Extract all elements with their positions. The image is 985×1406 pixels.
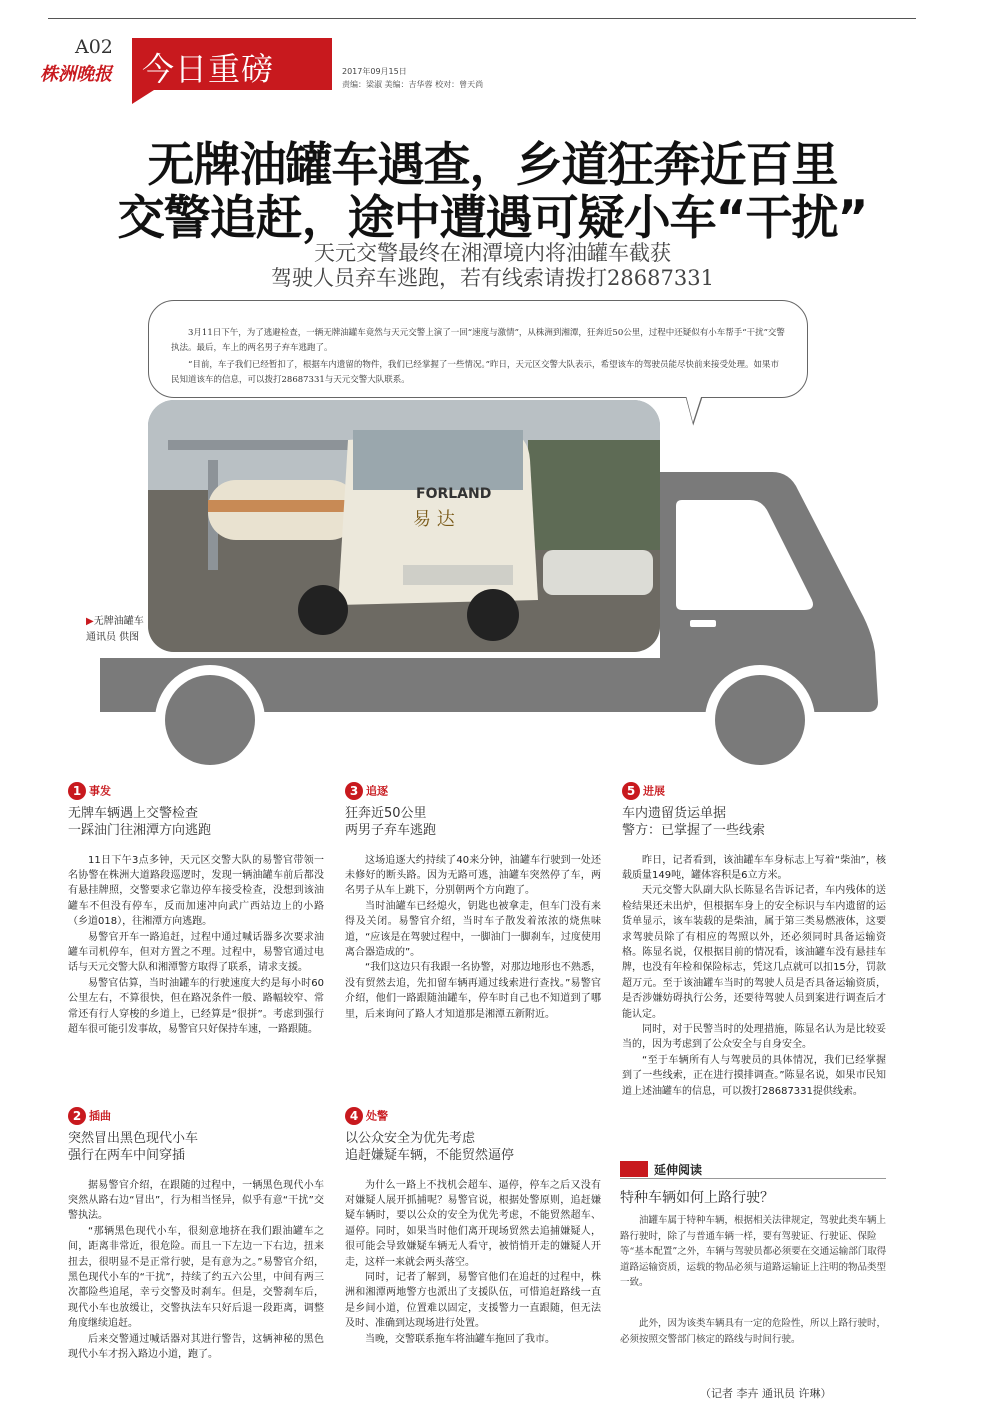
subheadline-line2: 驾驶人员弃车逃跑，若有线索请拨打28687331 [271, 266, 714, 290]
newspaper-logo: 株洲晚报 [40, 64, 112, 85]
cab-door-text: 易 达 [413, 509, 455, 530]
photo-caption-title: 无牌油罐车 [93, 616, 144, 627]
section-label: 插曲 [89, 1109, 111, 1123]
section-number: 2 [68, 1107, 86, 1125]
section-number: 3 [345, 782, 363, 800]
article-section-5 [622, 780, 886, 1099]
section-number: 1 [68, 782, 86, 800]
door-handle [690, 620, 716, 627]
section-label: 事发 [89, 784, 111, 798]
body-paragraph: 天元交警大队副大队长陈显名告诉记者，车内残体的送检结果还未出炉，但根据车身上的安全标识与车内遗留的运货单显示，该车装载的是柴油，属于第三类易燃液体，这要求驾驶员除了有相应的驾照以外，还必须同时具备运输资格。陈显名说，仅根据目前的情况看，该油罐车没有悬挂车牌，也没有年检和保险标志，凭这几点就可以扣15分，罚款超万元。至于该油罐车当时的驾驶人员是否具备运输资质，是否涉嫌妨碍执行公务，还要待驾驶人员到案进行调查后才能认定。 [622, 885, 886, 1020]
extended-reading-header [620, 1160, 886, 1179]
body-paragraph: 这场追逐大约持续了40来分钟，油罐车行驶到一处还未修好的断头路。因为无路可逃，油罐车突然停了车，两名男子从车上跳下，分别朝两个方向跑了。 [345, 854, 601, 897]
article-section-2 [68, 1105, 324, 1362]
body-paragraph: 同时，对于民警当时的处理措施，陈显名认为是比较妥当的，因为考虑到了公众安全与自身安全。 [622, 1023, 886, 1051]
extended-paragraph: 油罐车属于特种车辆，根据相关法律规定，驾驶此类车辆上路行驶时，除了与普通车辆一样，要有驾驶证、行驶证、保险等“基本配置”之外，车辆与驾驶员都必须要在交通运输部门取得道路运输资质，运载的物品必须与道路运输证上注明的物品类型一致。 [620, 1215, 887, 1289]
banner-tail [132, 90, 154, 104]
body-paragraph: 当时油罐车已经熄火，钥匙也被拿走，但车门没有来得及关闭。易警官介绍，当时车子散发着浓浓的烧焦味道，“应该是在驾驶过程中，一脚油门一脚刹车，过度使用离合器造成的”。 [345, 900, 601, 958]
body-paragraph: 同时，记者了解到，易警官他们在追赶的过程中，株洲和湘潭两地警方也派出了支援队伍，可惜追赶路线一直是乡间小道，位置难以固定，支援警力一直跟随，但无法及时、准确到达现场进行处置。 [345, 1271, 601, 1330]
section-number: 5 [622, 782, 640, 800]
section-label: 追逐 [366, 784, 388, 798]
section-deck: 无牌车辆遇上交警检查 一踩油门往湘潭方向逃跑 [68, 805, 212, 838]
extended-reading-label: 延伸阅读 [654, 1163, 703, 1177]
intro-paragraph: 3月11日下午，为了逃避检查，一辆无牌油罐车竟然与天元交警上演了一回“速度与激情”，从株洲到湘潭，狂奔近50公里，过程中还疑似有小车帮手“干扰”交警执法。最后，车上的两名男子弃车逃跑了。 [171, 327, 785, 353]
section-title: 今日重磅 [142, 50, 275, 88]
headline-line2: 交警追赶，途中遭遇可疑小车“干扰” [117, 191, 868, 246]
article-section-4 [345, 1105, 601, 1347]
body-paragraph: “至于车辆所有人与驾驶员的具体情况，我们已经掌握到了一些线索，正在进行摸排调查。”陈显名说，如果市民知道上述油罐车的信息，可以拨打28687331提供线索。 [622, 1054, 886, 1097]
editor-credits: 责编：梁淑 美编：吉华蓉 校对：曾天尚 [342, 80, 484, 89]
intro-speech-bubble [148, 300, 808, 398]
body-paragraph: 据易警官介绍，在跟随的过程中，一辆黑色现代小车突然从路右边“冒出”，行为相当怪异，似乎有意“干扰”交警执法。 [68, 1179, 324, 1222]
section-deck: 以公众安全为优先考虑 追赶嫌疑车辆，不能贸然逼停 [345, 1130, 515, 1163]
article-section-3 [345, 780, 601, 1022]
extended-paragraph: 此外，因为该类车辆具有一定的危险性，所以上路行驶时，必须按照交警部门核定的路线与时间行驶。 [620, 1318, 887, 1345]
extended-reading-question: 特种车辆如何上路行驶？ [620, 1190, 774, 1206]
section-deck: 车内遗留货运单据 警方：已掌握了一些线索 [622, 805, 766, 838]
body-paragraph: 为什么一路上不找机会超车、逼停，停车之后又没有对嫌疑人展开抓捕呢？易警官说，根据处警原则，追赶嫌疑车辆时，要以公众的安全为优先考虑，不能贸然超车、逼停。同时，如果当时他们离开现场贸然去追捕嫌疑人，很可能会导致嫌疑车辆无人看守，被悄悄开走的嫌疑人开走，这样一来就会两头落空。 [345, 1179, 601, 1268]
chevron-marker-icon [620, 1161, 648, 1177]
page-number: A02 [75, 36, 113, 58]
section-deck: 突然冒出黑色现代小车 强行在两车中间穿插 [68, 1130, 199, 1163]
section-label: 处警 [366, 1109, 388, 1123]
body-paragraph: “那辆黑色现代小车，很刻意地挤在我们跟油罐车之间，距离非常近，很危险。而且一下左边一下右边，扭来扭去，很明显不是正常行驶，是有意为之。”易警官介绍，黑色现代小车的“干扰”，持续了约五六公里，中间有两三次都险些追尾，幸亏交警及时刹车。但是，交警刹车后，现代小车也放缓让，交警执法车只好后退一段距离，调整角度继续追赶。 [68, 1225, 324, 1330]
byline: （记者 李卉 通讯员 许琳） [700, 1387, 832, 1400]
body-paragraph: 易警官开车一路追赶，过程中通过喊话器多次要求油罐车司机停车，但对方置之不理。过程中，易警官通过电话与天元交警大队和湘潭警方取得了联系，请求支援。 [68, 931, 324, 974]
publish-date: 2017年09月15日 [342, 67, 407, 76]
body-paragraph: “我们这边只有我跟一名协警，对那边地形也不熟悉，没有贸然去追，先扣留车辆再通过线索进行查找。”易警官介绍，他们一路跟随油罐车，停车时自己也不知道到了哪里，后来询问了路人才知道那是湘潭五新附近。 [345, 962, 601, 1020]
cab-brand: FORLAND [416, 486, 492, 502]
section-deck: 狂奔近50公里 两男子弃车逃跑 [345, 805, 437, 838]
section-number: 4 [345, 1107, 363, 1125]
body-paragraph: 昨日，记者看到，该油罐车车身标志上写着“柴油”，核载质量149吨，罐体容积是6立方米。 [622, 854, 886, 881]
body-paragraph: 易警官估算，当时油罐车的行驶速度大约是每小时60公里左右，不算很快，但在路况条件一般、路幅较窄、常常还有行人穿梭的乡道上，已经算是“很拼”。考虑到强行超车很可能引发事故，易警官只好保持车速，一路跟随。 [68, 977, 324, 1035]
body-paragraph: 后来交警通过喊话器对其进行警告，这辆神秘的黑色现代小车才拐入路边小道，跑了。 [68, 1333, 324, 1360]
photo-credit: 通讯员 供图 [86, 632, 140, 643]
top-rule [48, 18, 916, 19]
headline-line1: 无牌油罐车遇查，乡道狂奔近百里 [147, 138, 838, 193]
article-section-1 [68, 780, 324, 1037]
body-paragraph: 11日下午3点多钟，天元区交警大队的易警官带领一名协警在株洲大道路段巡逻时，发现一辆油罐车前后都没有悬挂牌照，交警要求它靠边停车接受检查，没想到该油罐车不但没有停车，反而加速冲向武广西站边上的小路（乡道018），往湘潭方向逃跑。 [68, 854, 324, 928]
section-banner [132, 38, 332, 90]
tanker-truck-photo [148, 400, 660, 652]
photo-caption: ▶无牌油罐车 [86, 616, 144, 627]
body-paragraph: 当晚，交警联系拖车将油罐车拖回了我市。 [365, 1333, 555, 1345]
subheadline-line1: 天元交警最终在湘潭境内将油罐车截获 [314, 241, 671, 265]
section-label: 进展 [643, 784, 665, 798]
intro-paragraph: “目前，车子我们已经暂扣了，根据车内遗留的物件，我们已经掌握了一些情况。”昨日，天元区交警大队表示，希望该车的驾驶员能尽快前来接受处理。如果市民知道该车的信息，可以拨打28687331与天元交警大队联系。 [171, 359, 779, 385]
